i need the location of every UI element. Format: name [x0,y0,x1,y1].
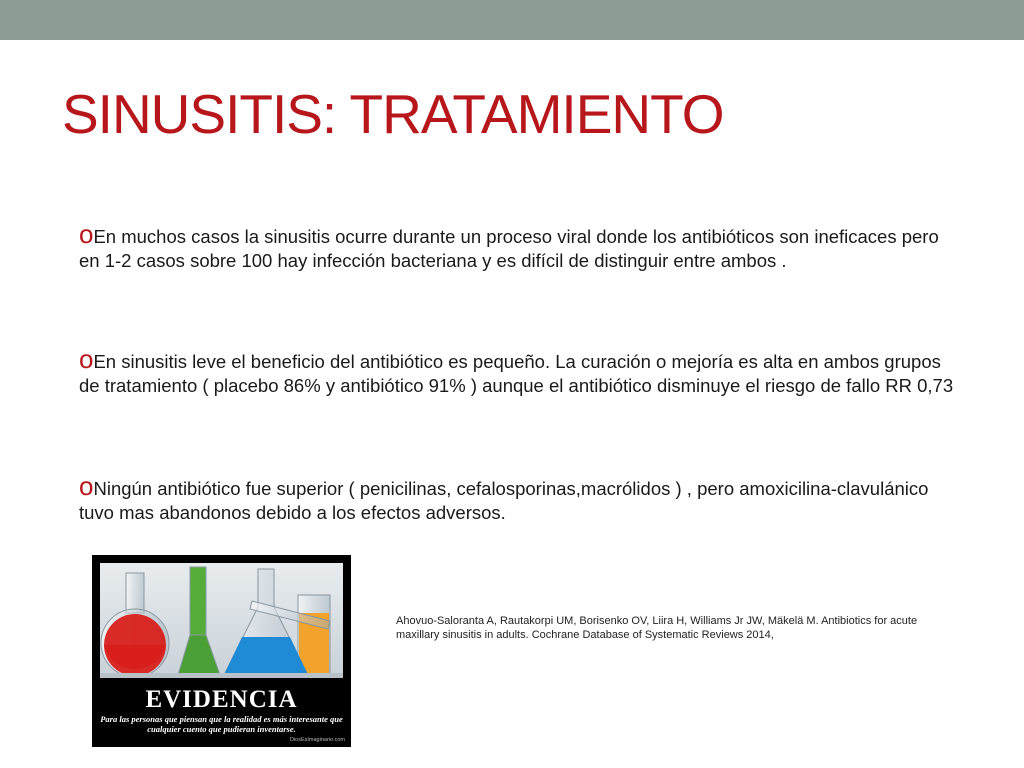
bullet-text-1: En muchos casos la sinusitis ocurre durante un proceso viral donde los antibióticos son ineficaces pero en 1-2 casos sobre 100 hay infección bacteriana y es difícil de distinguir entre ambos . [79,226,939,271]
top-band [0,0,1024,40]
green-flask-neck [190,567,206,637]
bullet-marker: o [79,344,94,374]
bullet-item-1 [79,219,959,273]
citation-reference: Ahovuo-Saloranta A, Rautakorpi UM, Borisenko OV, Liira H, Williams Jr JW, Mäkelä M. Antibiotics for acute maxillary sinusitis in adults. Cochrane Database of Systematic Reviews 2014, [396,615,918,641]
bullet-item-2 [79,344,959,398]
bullet-marker: o [79,471,94,501]
red-flask-neck [126,573,144,613]
bullet-text-2: En sinusitis leve el beneficio del antibiótico es pequeño. La curación o mejoría es alta en ambos grupos de tratamiento ( placebo 86% y antibiótico 91% ) aunque el antibiótico disminuye el riesgo de fallo RR 0,73 [79,351,954,396]
bullet-marker: o [79,219,94,249]
poster-credit: DiosEsImaginario.com [289,737,345,743]
slide-title: SINUSITIS: TRATAMIENTO [62,83,724,145]
bullet-text-3: Ningún antibiótico fue superior ( penicilinas, cefalosporinas,macrólidos ) , pero amoxicilina-clavulánico tuvo mas abandonos debido a los efectos adversos. [79,478,929,523]
bullet-item-3 [79,471,959,525]
poster-caption: Para las personas que piensan que la realidad es más interesante que cualquier cuento que pudieran inventarse. [100,714,343,734]
evidencia-poster [92,555,351,747]
poster-title: EVIDENCIA [145,686,298,713]
